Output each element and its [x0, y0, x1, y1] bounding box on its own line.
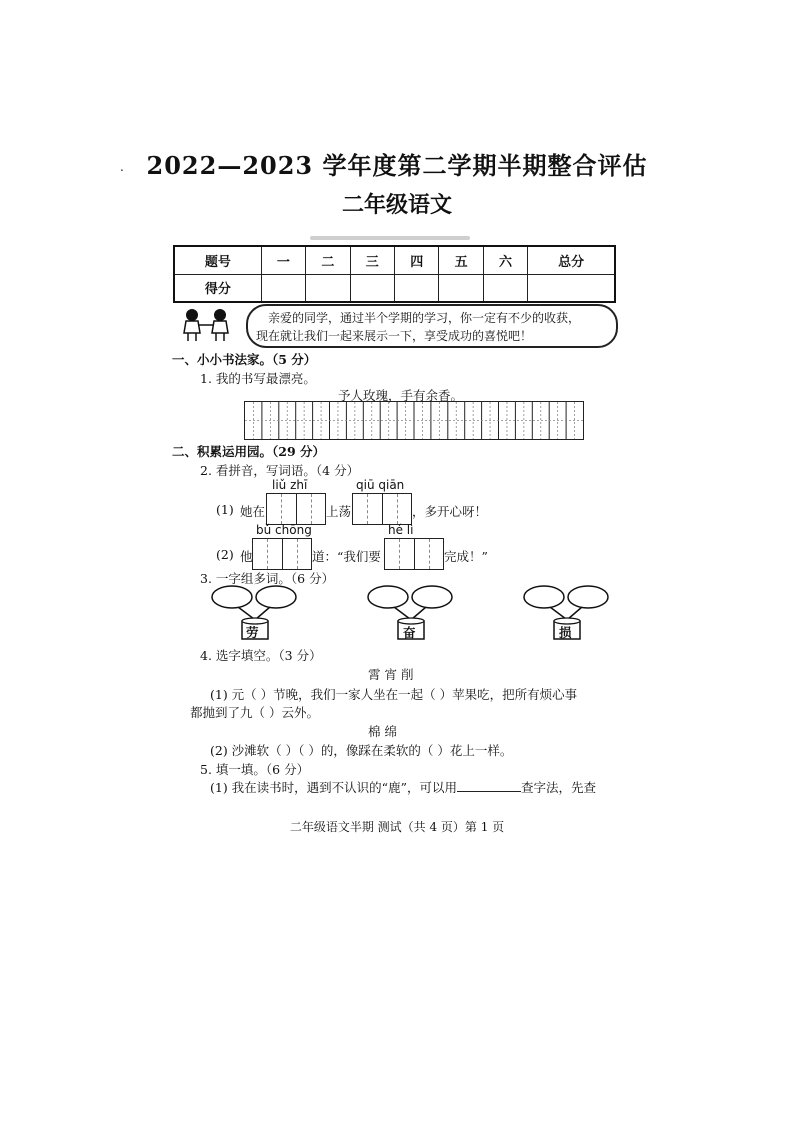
sentence-text: 上荡 [326, 504, 352, 519]
question-2-title: 2. 看拼音，写词语。（4 分） [200, 463, 360, 478]
score-blank[interactable] [483, 274, 527, 302]
answer-box-qiuqian[interactable] [352, 493, 412, 525]
word-tree-char: 奋 [403, 625, 416, 640]
stray-dot: . [120, 160, 124, 174]
score-cell: 五 [439, 246, 483, 274]
score-cell: 一 [261, 246, 305, 274]
score-table-score-row [174, 274, 615, 302]
fill-sentence: (1) 元（ ）节晚，我们一家人坐在一起（ ）苹果吃，把所有烦心事 [210, 687, 578, 702]
option-chars-2: 棉 绵 [368, 724, 397, 739]
word-tree-char: 损 [559, 625, 572, 640]
score-blank[interactable] [394, 274, 438, 302]
score-cell: 题号 [174, 246, 261, 274]
sentence-text: 完成！” [444, 549, 488, 564]
pinyin-qiuqian: qiū qiān [356, 478, 405, 492]
answer-box-heli[interactable] [384, 538, 444, 570]
fill-sentence: 都抛到了九（ ）云外。 [190, 705, 319, 720]
children-illustration [178, 307, 236, 343]
score-cell: 六 [483, 246, 527, 274]
question-1-title: 1. 我的书写最漂亮。 [200, 371, 316, 386]
sentence-post: 查字法，先查 [520, 780, 596, 795]
score-blank[interactable] [306, 274, 350, 302]
section-2-heading: 二、积累运用园。（29 分） [172, 444, 325, 459]
score-blank[interactable] [528, 274, 615, 302]
fill-sentence [210, 778, 596, 796]
score-table [173, 245, 616, 303]
fill-sentence: (2) 沙滩软（ ）（ ）的，像踩在柔软的（ ）花上一样。 [210, 743, 513, 758]
sentence-text: 她在 [240, 504, 266, 519]
page-footer: 二年级语文半期 测试（共 4 页）第 1 页 [289, 820, 505, 834]
pinyin-buchong: bǔ chōng [256, 523, 312, 537]
page-title: 2022—2023 学年度第二学期半期整合评估 [146, 151, 648, 180]
scan-smudge [310, 236, 470, 240]
score-table-header-row [174, 246, 615, 274]
sentence-pre: (1) 我在读书时，遇到不认识的“鹿”，可以用 [210, 780, 457, 795]
score-blank[interactable] [439, 274, 483, 302]
item-number: (1) [216, 502, 234, 517]
pinyin-heli: hé lì [388, 523, 414, 537]
score-cell: 四 [394, 246, 438, 274]
word-tree-char: 劳 [246, 625, 259, 640]
page-subtitle: 二年级语文 [341, 192, 452, 218]
option-chars-1: 霄 宵 削 [368, 667, 414, 682]
answer-blank[interactable] [457, 779, 521, 792]
intro-line-1: 亲爱的同学，通过半个学期的学习，你一定有不少的收获， [268, 311, 581, 325]
section-1-heading: 一、小小书法家。（5 分） [172, 352, 317, 367]
score-blank[interactable] [261, 274, 305, 302]
sentence-text: 道：“我们要 [312, 549, 381, 564]
question-5-title: 5. 填一填。（6 分） [200, 762, 310, 777]
copy-sentence: 予人玫瑰，手有余香。 [338, 388, 464, 403]
question-4-title: 4. 选字填空。（3 分） [200, 648, 322, 663]
intro-line-2: 现在就让我们一起来展示一下，享受成功的喜悦吧！ [256, 329, 533, 343]
answer-box-liuzhi[interactable] [266, 493, 326, 525]
score-cell: 总分 [528, 246, 615, 274]
item-number: (2) [216, 547, 234, 562]
score-cell: 二 [306, 246, 350, 274]
question-3-title: 3. 一字组多词。（6 分） [200, 571, 335, 586]
writing-grid[interactable] [244, 401, 584, 440]
pinyin-liuzhi: liǔ zhī [272, 478, 308, 492]
sentence-text: ，多开心呀！ [412, 504, 488, 519]
answer-box-buchong[interactable] [252, 538, 312, 570]
score-cell: 三 [350, 246, 394, 274]
score-row-label: 得分 [174, 274, 261, 302]
sentence-text: 他 [240, 549, 253, 564]
score-blank[interactable] [350, 274, 394, 302]
